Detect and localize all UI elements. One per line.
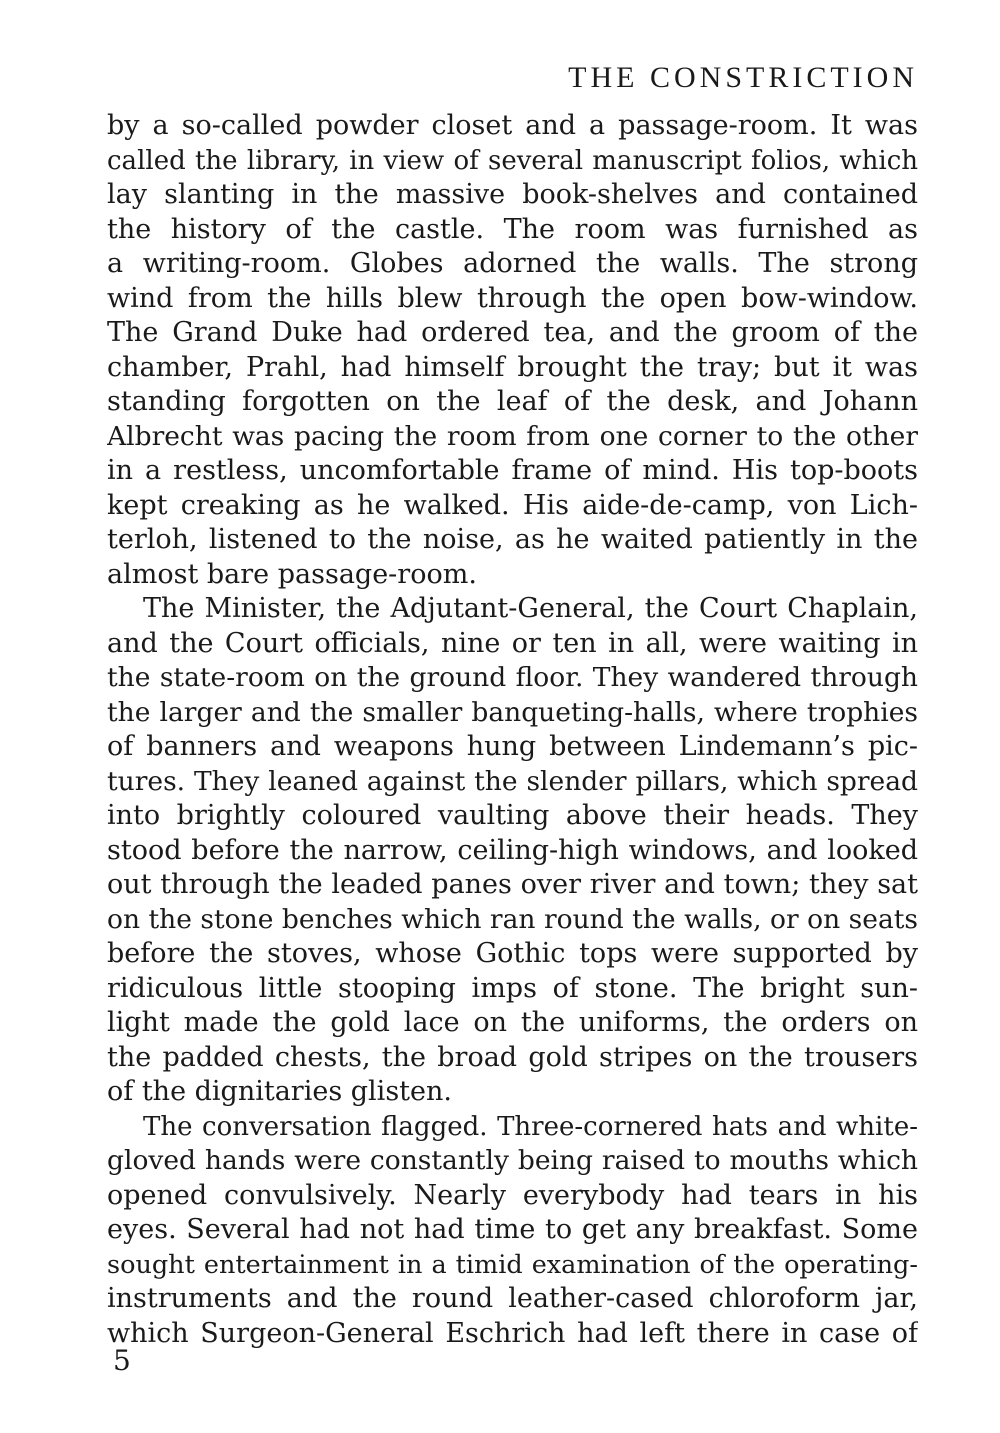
text-line: on the stone benches which ran round the walls, or on seats xyxy=(107,903,918,935)
text-line: the state-room on the ground floor. They wandered through xyxy=(107,662,918,693)
running-head: THE CONSTRICTION xyxy=(568,61,918,94)
text-line: light made the gold lace on the uniforms, the orders on xyxy=(107,1007,918,1038)
text-line: the history of the castle. The room was furnished as xyxy=(107,213,918,245)
text-line: called the library, in view of several manuscript folios, which xyxy=(107,145,918,176)
text-line: terloh, listened to the noise, as he waited patiently in the xyxy=(107,524,918,555)
text-line: opened convulsively. Nearly everybody had tears in his xyxy=(107,1179,918,1211)
text-line: ridiculous little stooping imps of stone. The bright sun- xyxy=(107,972,918,1004)
text-line: The Minister, the Adjutant-General, the Court Chaplain, xyxy=(143,593,918,624)
text-line: The conversation flagged. Three-cornered hats and white- xyxy=(143,1111,918,1142)
text-line: standing forgotten on the leaf of the desk, and Johann xyxy=(107,386,918,417)
text-line: a writing-room. Globes adorned the walls. The strong xyxy=(107,248,918,279)
text-line: gloved hands were constantly being raised to mouths which xyxy=(107,1145,918,1176)
text-line: lay slanting in the massive book-shelves and contained xyxy=(107,179,918,210)
text-line: tures. They leaned against the slender pillars, which spread xyxy=(107,765,918,797)
page-number: 5 xyxy=(113,1344,131,1377)
text-line: by a so-called powder closet and a passage-room. It was xyxy=(107,110,918,141)
text-line: the padded chests, the broad gold stripes on the trousers xyxy=(107,1041,918,1073)
text-line: stood before the narrow, ceiling-high windows, and looked xyxy=(107,834,918,866)
text-line: of banners and weapons hung between Lindemann’s pic- xyxy=(107,731,918,762)
text-line: the larger and the smaller banqueting-halls, where trophies xyxy=(107,696,918,728)
text-line: eyes. Several had not had time to get any breakfast. Some xyxy=(107,1214,918,1245)
text-line: kept creaking as he walked. His aide-de-camp, von Lich- xyxy=(107,489,918,521)
text-line: and the Court officials, nine or ten in all, were waiting in xyxy=(107,627,918,659)
text-line: The Grand Duke had ordered tea, and the groom of the xyxy=(107,317,918,348)
text-line: out through the leaded panes over river and town; they sat xyxy=(107,869,918,900)
text-line: into brightly coloured vaulting above their heads. They xyxy=(107,800,918,831)
text-line: instruments and the round leather-cased chloroform jar, xyxy=(107,1283,918,1314)
text-line: wind from the hills blew through the open bow-window. xyxy=(107,282,918,314)
text-line: almost bare passage-room. xyxy=(107,558,477,590)
text-line: in a restless, uncomfortable frame of mind. His top-boots xyxy=(107,455,918,486)
text-line: chamber, Prahl, had himself brought the tray; but it was xyxy=(107,351,918,383)
text-line: before the stoves, whose Gothic tops were supported by xyxy=(107,938,918,969)
text-line: of the dignitaries glisten. xyxy=(107,1076,452,1107)
body-text xyxy=(107,109,918,1351)
text-line: Albrecht was pacing the room from one corner to the other xyxy=(107,420,918,452)
text-line: sought entertainment in a timid examination of the operating- xyxy=(107,1249,918,1280)
text-line: which Surgeon-General Eschrich had left there in case of xyxy=(107,1317,918,1349)
